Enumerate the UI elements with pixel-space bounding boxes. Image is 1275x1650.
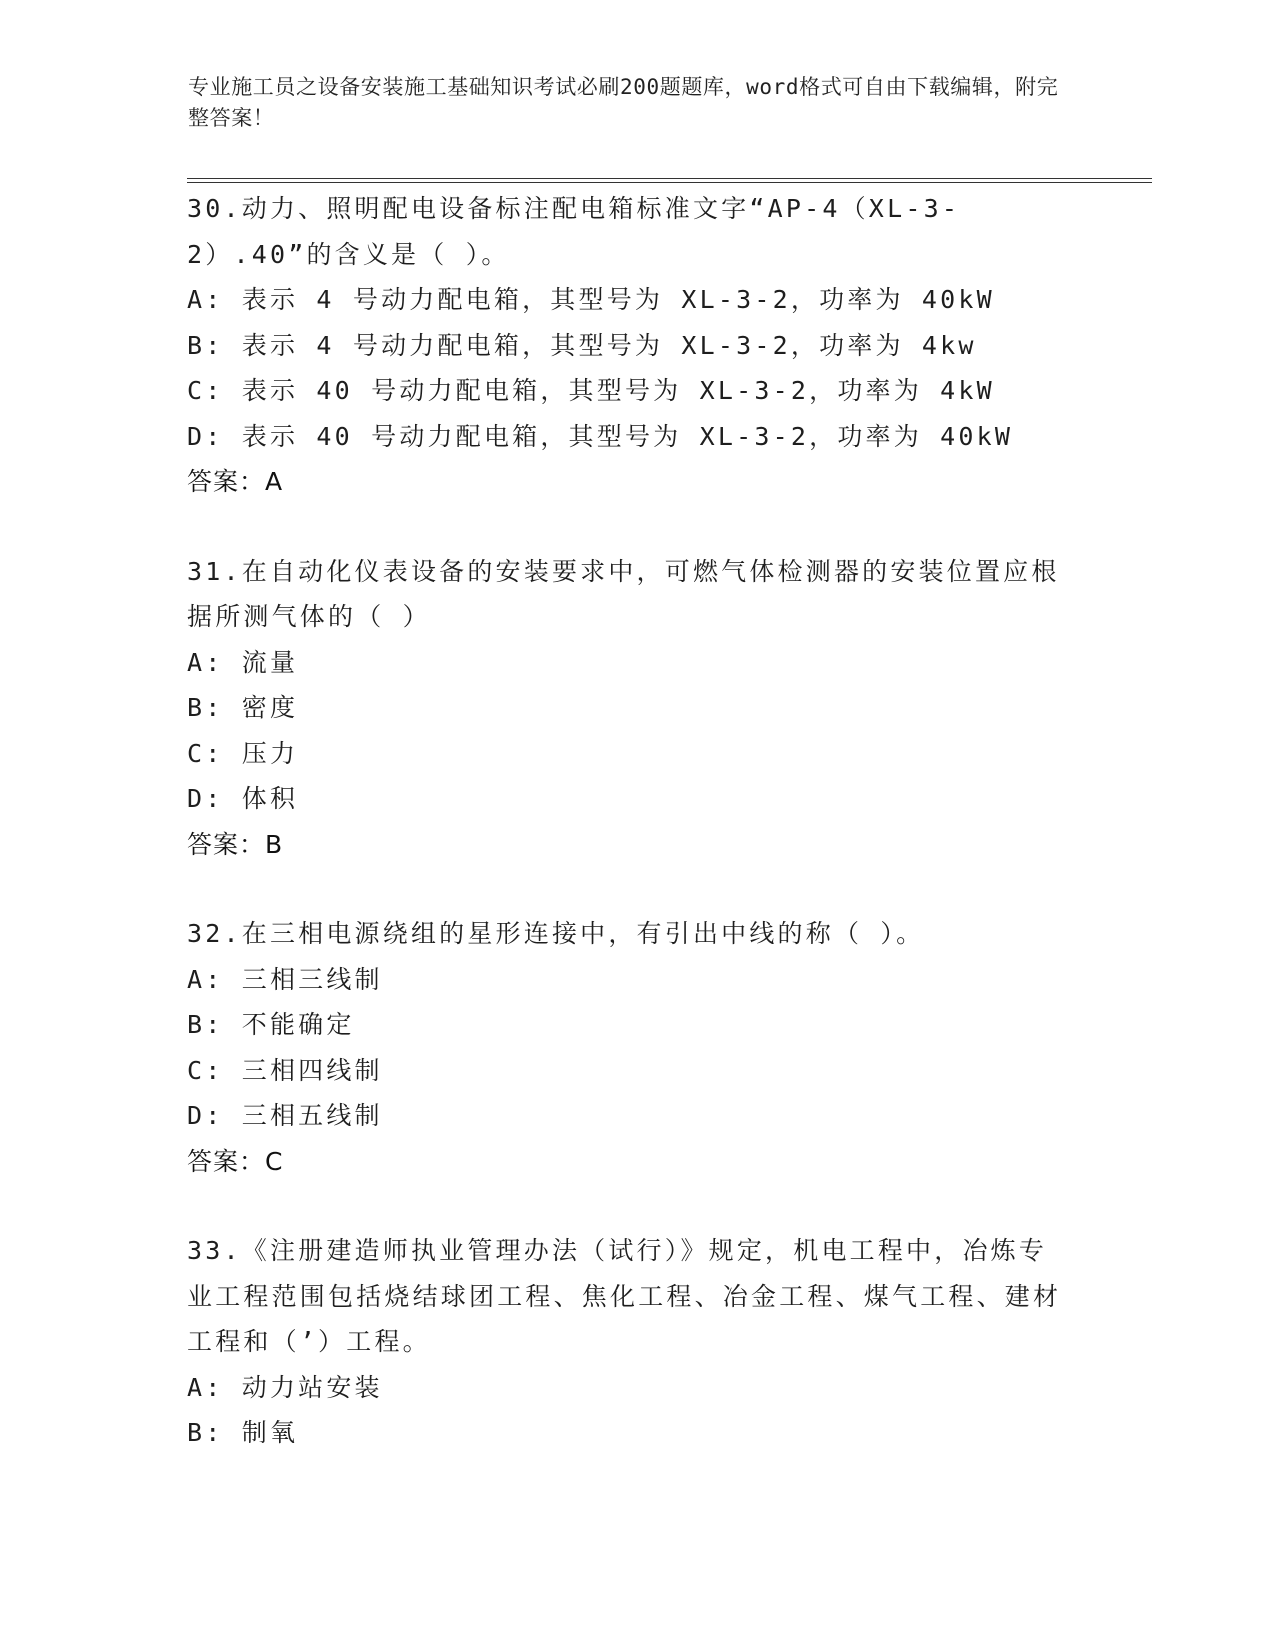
option-d: D: 体积 [187,784,299,813]
question-30 [187,186,1087,505]
question-32 [187,911,1087,1184]
option-c: C: 压力 [187,738,299,768]
document-header-title: 专业施工员之设备安装施工基础知识考试必刷200题题库，word格式可自由下载编辑，附完整答案！ [188,75,1059,130]
option-b: B: 制氧 [187,1418,299,1447]
option-a: A: 三相三线制 [187,964,383,994]
option-b: B: 密度 [187,693,299,722]
question-stem: 32.在三相电源绕组的星形连接中，有引出中线的称（ ）。 [187,919,925,948]
header-divider-bottom [187,182,1152,183]
option-d: D: 三相五线制 [187,1101,383,1130]
option-a: A: 动力站安装 [187,1372,383,1402]
option-c: C: 表示 40 号动力配电箱，其型号为 XL-3-2，功率为 4kW [187,376,995,405]
question-stem: 31.在自动化仪表设备的安装要求中，可燃气体检测器的安装位置应根据所测气体的（ ） [187,556,1060,631]
question-stem: 30.动力、照明配电设备标注配电箱标准文字“AP-4（XL-3-2）.40”的含义是（ ）。 [187,194,961,269]
option-d: D: 表示 40 号动力配电箱，其型号为 XL-3-2，功率为 40kW [187,421,1014,451]
option-a: A: 表示 4 号动力配电箱，其型号为 XL-3-2，功率为 40kW [187,285,995,314]
option-a: A: 流量 [187,647,299,677]
question-stem: 33.《注册建造师执业管理办法（试行）》规定，机电工程中，冶炼专业工程范围包括烧结球团工程、焦化工程、冶金工程、煤气工程、建材工程和（’）工程。 [187,1236,1062,1356]
answer-text: 答案：C [187,1146,284,1176]
option-c: C: 三相四线制 [187,1055,383,1085]
question-33 [187,1228,1087,1456]
header-divider-top [187,178,1152,179]
question-31 [187,549,1087,868]
option-b: B: 不能确定 [187,1010,355,1039]
question-list [187,186,1087,1500]
option-b: B: 表示 4 号动力配电箱，其型号为 XL-3-2，功率为 4kw [187,330,977,360]
answer-text: 答案：B [187,829,284,859]
answer-text: 答案：A [187,467,284,496]
